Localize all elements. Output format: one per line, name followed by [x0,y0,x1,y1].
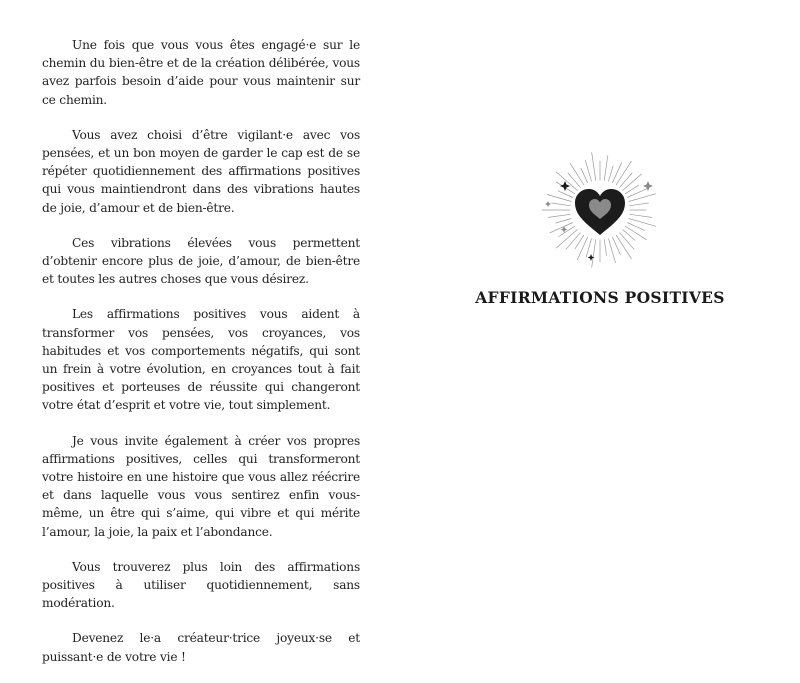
ray-line [620,233,635,250]
right-page [400,0,800,647]
ray-line [609,166,614,181]
ray-line [566,233,581,250]
ray-line [623,174,642,190]
ray-line [616,235,631,259]
ray-line [586,239,591,257]
paragraph: Une fois que vous vous êtes engagé·e sur le chemin du bien-être et de la création délibérée, vous avez parfois besoin d’aide pour vous maintenir sur ce chemin. [42,38,360,107]
paragraph: Devenez le·a créateur·trice joyeux·se et puissant·e de votre vie ! [42,631,360,664]
paragraph: Ces vibrations élevées vous permettent d’obtenir encore plus de joie, d’amour, de bien-être et toutes les autres choses que vous désirez. [42,235,360,287]
radiant-heart-icon [535,150,665,270]
ray-line [592,153,596,181]
left-page [42,36,360,683]
ray-line [552,203,571,206]
ray-line [556,172,577,190]
ray-line [558,191,573,198]
ray-line [616,161,631,185]
paragraph: Vous avez choisi d’être vigilant·e avec vos pensées, et un bon moyen de garder le cap est de se répéter quotidiennement des affirmations positives qui vous maintiendront dans des vibrations hautes de joie, d’amour et de bien-être. [42,127,360,215]
ray-line [630,214,652,217]
ray-line [620,173,633,187]
ray-line [556,219,571,224]
paragraph: Vous trouverez plus loin des affirmations positives à utiliser quotidiennement, sans modération. [42,559,360,611]
ray-line [550,223,573,233]
ray-line [613,163,622,183]
ray-line [604,156,608,181]
page-title: AFFIRMATIONS POSITIVES [475,288,725,307]
ray-line [585,160,591,181]
ray-line [592,240,596,268]
ray-line [630,203,649,206]
ray-line [556,230,577,248]
ray-line [568,173,581,187]
ray-line [549,214,571,217]
ray-line [581,168,588,183]
ray-line [604,240,606,256]
ray-line [570,164,584,185]
ray-line [627,188,647,197]
ray-line [625,226,646,240]
paragraph: Les affirmations positives vous aident à transformer vos pensées, vos croyances, vos habitudes et vos comportements négatifs, qui sont un frein à votre évolution, en croyances tout à fait positives et porteuses de réussite qui changeront votre état d’esprit et votre vie, tout simplement. [42,307,360,413]
paragraph: Je vous invite également à créer vos propres affirmations positives, celles qui transformeront votre histoire en une histoire que vous allez réécrire et dans laquelle vous vous sentirez enfin vous-même, un être qui s’aime, qui vibre et qui mérite l’amour, la joie, la paix et l’abondance. [42,433,360,539]
